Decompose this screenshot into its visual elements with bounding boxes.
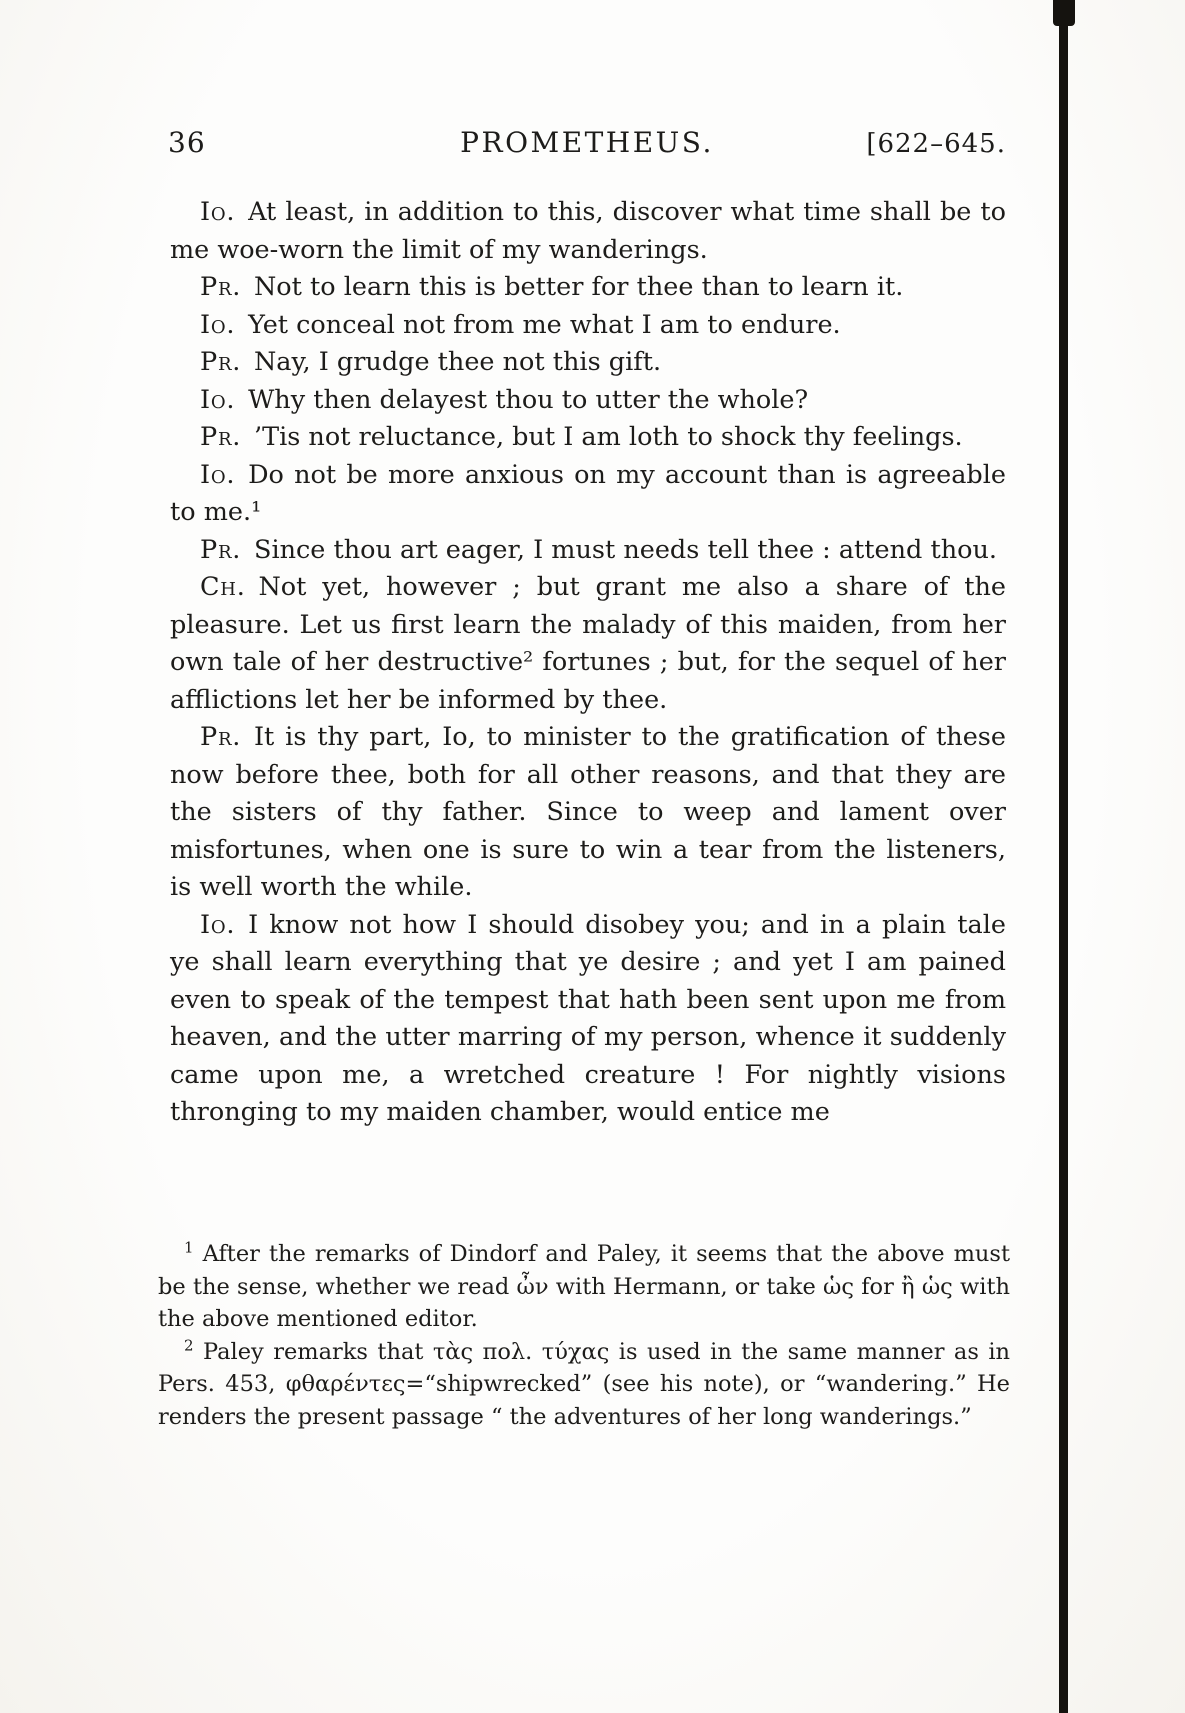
- speaker-label: Io.: [200, 909, 236, 940]
- dialogue-paragraph: Pr. Not to learn this is better for thee than to learn it.: [200, 272, 904, 302]
- speaker-label: Io.: [200, 459, 236, 490]
- page-number: 36: [168, 126, 206, 159]
- footnote: $^1$ After the remarks of Dindorf and Paley, it seems that the above must be the sense, whether we read ὦν with Hermann, or take ὡς for ἢ ὡς with the above mentioned editor.: [158, 1238, 1010, 1332]
- dialogue-paragraph: Io. At least, in addition to this, discover what time shall be to me woe-worn the limit of my wanderings.: [170, 197, 1006, 265]
- dialogue-block: [170, 194, 1006, 1132]
- speaker-label: Pr.: [200, 272, 242, 302]
- page-title: PROMETHEUS.: [460, 126, 714, 159]
- dialogue-paragraph: Pr. Nay, I grudge thee not this gift.: [200, 347, 662, 377]
- speaker-label: Pr.: [200, 422, 242, 452]
- dialogue-paragraph: Pr. Since thou art eager, I must needs tell thee : attend thou.: [200, 534, 998, 565]
- speaker-label: Io.: [200, 197, 236, 227]
- dialogue-paragraph: Ch. Not yet, however ; but grant me also a share of the pleasure. Let us first learn the malady of this maiden, from her own tale of her destructive² fortunes ; but, for the sequel of her afflictions let her be informed by thee.: [170, 572, 1006, 715]
- line-range: [622–645.: [866, 129, 1006, 159]
- dialogue-paragraph: Io. Yet conceal not from me what I am to endure.: [200, 309, 841, 340]
- speaker-label: Io.: [200, 384, 236, 415]
- footnote-marker: 1: [184, 1238, 194, 1257]
- dialogue-paragraph: Io. I know not how I should disobey you; and in a plain tale ye shall learn everything that ye desire ; and yet I am pained even to speak of the tempest that hath been sent upon me from heaven, and the utter marring of my person, whence it suddenly came upon me, a wretched creature ! For nightly visions thronging to my maiden chamber, would entice me: [170, 909, 1006, 1127]
- scan-artifact-line: [1059, 0, 1068, 1713]
- dialogue-paragraph: Pr. ’Tis not reluctance, but I am loth to shock thy feelings.: [200, 422, 963, 452]
- speaker-label: Ch.: [200, 572, 246, 602]
- dialogue-paragraph: Pr. It is thy part, Io, to minister to the gratification of these now before thee, both for all other reasons, and that they are the sisters of thy father. Since to weep and lament over misfortunes, when one is sure to win a tear from the listeners, is well worth the while.: [170, 722, 1006, 902]
- footnote-marker: 2: [184, 1336, 194, 1354]
- speaker-label: Io.: [200, 309, 236, 340]
- speaker-label: Pr.: [200, 722, 242, 752]
- speaker-label: Pr.: [200, 347, 242, 377]
- page-header: [168, 126, 1006, 159]
- footnote: $^2$ Paley remarks that τὰς πολ. τύχας is used in the same manner as in Pers. 453, φθαρέντες=“shipwrecked” (see his note), or “wandering.” He renders the present passage “ the adventures of her long wanderings.”: [158, 1336, 1010, 1430]
- footnotes-block: [158, 1238, 1010, 1433]
- speaker-label: Pr.: [200, 534, 242, 565]
- dialogue-paragraph: Io. Do not be more anxious on my account than is agreeable to me.¹: [170, 459, 1006, 527]
- dialogue-paragraph: Io. Why then delayest thou to utter the whole?: [200, 384, 809, 415]
- scan-artifact-blob: [1053, 0, 1075, 26]
